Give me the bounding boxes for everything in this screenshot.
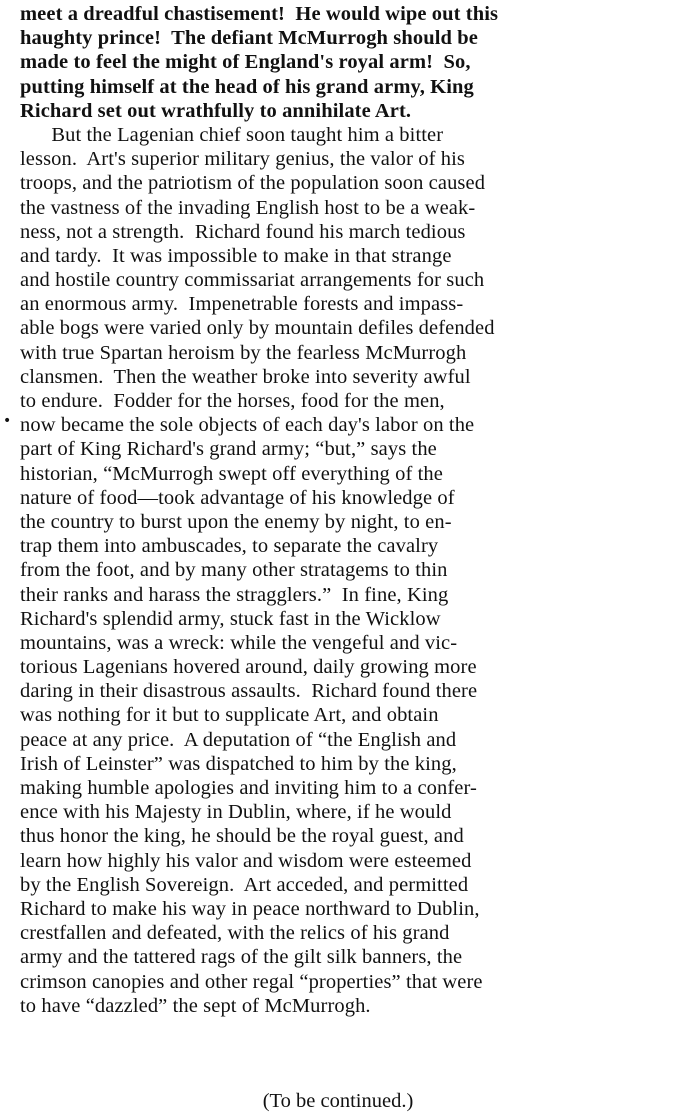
- text-line: mountains, was a wreck: while the vengeful and vic-: [20, 631, 458, 654]
- text-line: clansmen. Then the weather broke into severity awful: [20, 365, 471, 388]
- text-line: was nothing for it but to supplicate Art, and obtain: [20, 704, 439, 727]
- text-line: thus honor the king, he should be the royal guest, and: [20, 825, 464, 848]
- text-line: But the Lagenian chief soon taught him a bitter: [20, 123, 444, 146]
- text-line: peace at any price. A deputation of “the English and: [20, 728, 457, 751]
- bold-paragraph: [20, 2, 674, 123]
- text-line: the vastness of the invading English host to be a weak-: [20, 196, 476, 219]
- text-line: from the foot, and by many other stratagems to thin: [20, 559, 448, 582]
- text-line: putting himself at the head of his grand army, King: [20, 75, 474, 98]
- text-line: torious Lagenians hovered around, daily growing more: [20, 656, 477, 679]
- text-line: meet a dreadful chastisement! He would wipe out this: [20, 3, 499, 25]
- text-line: Richard to make his way in peace northward to Dublin,: [20, 897, 480, 920]
- text-line: by the English Sovereign. Art acceded, and permitted: [20, 873, 469, 896]
- text-line: ness, not a strength. Richard found his march tedious: [20, 220, 466, 243]
- text-line: trap them into ambuscades, to separate the cavalry: [20, 535, 439, 558]
- text-line: lesson. Art's superior military genius, the valor of his: [20, 148, 465, 171]
- text-line: to have “dazzled” the sept of McMurrogh.: [20, 994, 371, 1017]
- text-line: making humble apologies and inviting him to a confer-: [20, 777, 477, 799]
- text-line: ence with his Majesty in Dublin, where, if he would: [20, 801, 452, 824]
- text-line: nature of food—took advantage of his knowledge of: [20, 486, 455, 509]
- text-line: Richard set out wrathfully to annihilate Art.: [20, 99, 412, 122]
- text-line: made to feel the might of England's royal arm! So,: [20, 51, 471, 74]
- text-line: learn how highly his valor and wisdom were esteemed: [20, 849, 472, 872]
- text-line: with true Spartan heroism by the fearless McMurrogh: [20, 341, 467, 364]
- text-line: historian, “McMurrogh swept off everything of the: [20, 462, 443, 485]
- text-line: now became the sole objects of each day's labor on the: [20, 414, 475, 437]
- text-line: the country to burst upon the enemy by night, to en-: [20, 510, 452, 533]
- text-line: their ranks and harass the stragglers.” In fine, King: [20, 583, 449, 606]
- text-line: Irish of Leinster” was dispatched to him by the king,: [20, 752, 457, 775]
- text-line: crimson canopies and other regal “properties” that were: [20, 970, 483, 993]
- continued-note: (To be continued.): [262, 1090, 414, 1112]
- text-line: and tardy. It was impossible to make in that strange: [20, 244, 452, 267]
- text-line: and hostile country commissariat arrangements for such: [20, 269, 485, 292]
- text-line: to endure. Fodder for the horses, food for the men,: [20, 390, 445, 412]
- body-paragraph: [20, 123, 674, 1018]
- text-line: part of King Richard's grand army; “but,” says the: [20, 438, 437, 461]
- text-line: able bogs were varied only by mountain defiles defended: [20, 317, 495, 340]
- text-line: haughty prince! The defiant McMurrogh should be: [20, 27, 478, 50]
- article-text: [20, 2, 674, 1018]
- margin-mark: •: [3, 413, 12, 429]
- text-line: crestfallen and defeated, with the relics of his grand: [20, 922, 450, 945]
- text-line: Richard's splendid army, stuck fast in the Wicklow: [20, 607, 441, 630]
- text-line: an enormous army. Impenetrable forests and impass-: [20, 293, 464, 316]
- text-line: daring in their disastrous assaults. Richard found there: [20, 680, 478, 703]
- text-line: troops, and the patriotism of the population soon caused: [20, 172, 486, 195]
- text-line: army and the tattered rags of the gilt silk banners, the: [20, 946, 463, 969]
